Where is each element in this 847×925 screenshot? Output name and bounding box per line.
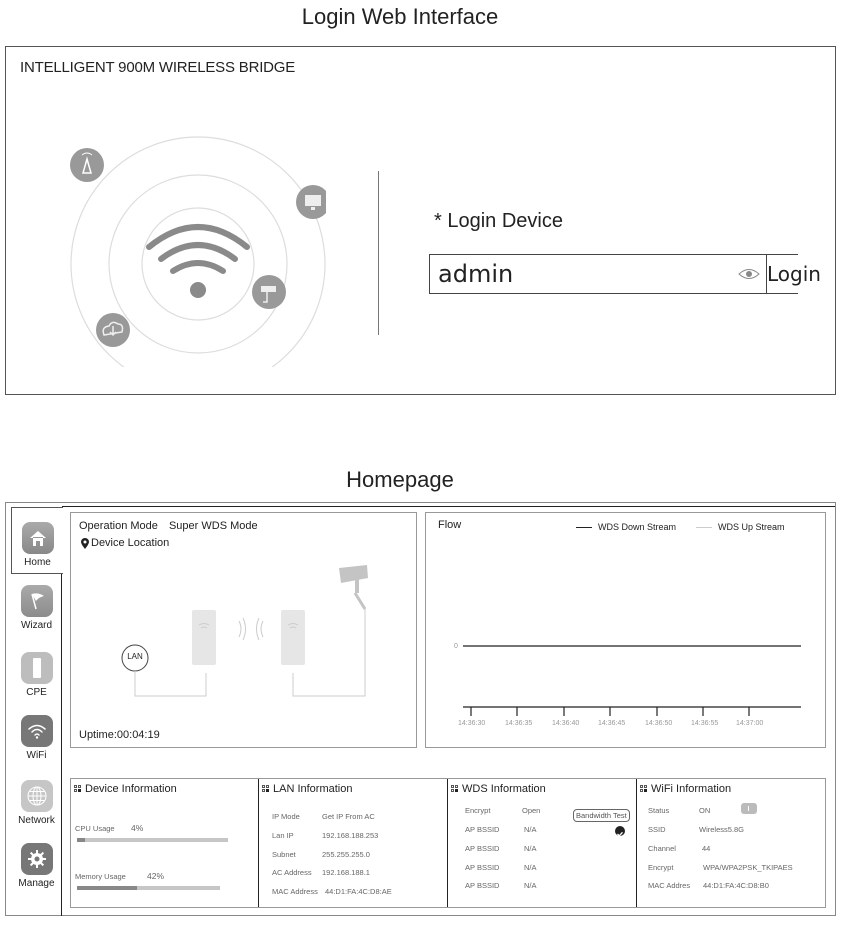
y-axis-zero-label: 0: [454, 643, 458, 650]
panel-icon: [74, 785, 82, 793]
antenna-tower-icon: [70, 148, 104, 182]
camera-icon: [252, 275, 286, 309]
login-panel: [5, 46, 836, 395]
flow-title: Flow: [438, 519, 462, 531]
checkmark-icon: [615, 826, 625, 836]
legend-up-stream: WDS Up Stream: [696, 522, 785, 532]
login-button[interactable]: Login: [766, 255, 821, 293]
operation-mode: Operation Mode Super WDS Mode: [79, 520, 258, 532]
homepage-section-title: Homepage: [346, 467, 454, 492]
eye-icon[interactable]: [738, 255, 760, 293]
device-information: [71, 779, 258, 907]
memory-usage-label: Memory Usage: [75, 872, 126, 881]
home-icon: [22, 522, 54, 554]
panel-icon: [640, 785, 648, 793]
panel-icon: [451, 785, 459, 793]
globe-icon: [21, 780, 53, 812]
lan-label: LAN: [127, 652, 143, 661]
content-top-border: [62, 506, 835, 507]
wifi-icon: [21, 715, 53, 747]
sidebar-item-cpe[interactable]: CPE: [11, 652, 62, 698]
wds-information: WDS Information Encrypt Open AP BSSID N/A AP BSSID N/A AP BSSID N/A AP BSSID N/A Bandwidth Test: [447, 779, 636, 907]
info-panel: [70, 778, 826, 908]
x-tick: 14:36:30: [458, 720, 486, 727]
x-tick: 14:36:50: [645, 720, 673, 727]
cpu-usage-bar: [77, 838, 228, 842]
login-form: [429, 254, 821, 294]
wireless-signal-icon: [239, 618, 263, 640]
x-tick: 14:37:00: [736, 720, 764, 727]
x-tick: 14:36:35: [505, 720, 533, 727]
device-info-title: Device Information: [85, 783, 177, 795]
topology-card: [70, 512, 417, 748]
lan-information: LAN Information IP Mode Get IP From AC Lan IP 192.168.188.253 Subnet 255.255.255.0 AC Address 192.168.188.1 MAC Address 44:D1:FA:4C:D8:AE: [258, 779, 447, 907]
remote-bridge-device: [281, 610, 305, 665]
login-device-label: * Login Device: [434, 210, 563, 232]
memory-usage-bar: [77, 886, 220, 890]
vertical-divider: [378, 171, 379, 335]
wds-info-title: WDS Information: [462, 783, 546, 795]
wifi-status-toggle[interactable]: [741, 803, 757, 814]
operation-mode-value: Super WDS Mode: [168, 520, 258, 532]
flow-chart-card: [425, 512, 826, 748]
wifi-info-title: WiFi Information: [651, 783, 732, 795]
sidebar-item-manage[interactable]: Manage: [11, 843, 62, 889]
monitor-icon: [296, 185, 326, 219]
wifi-icon: [149, 227, 247, 271]
ip-camera-icon: [339, 565, 368, 609]
legend-down-stream: WDS Down Stream: [576, 522, 676, 532]
uptime: Uptime:00:04:19: [79, 729, 160, 741]
password-input[interactable]: [430, 255, 738, 293]
cpu-usage-value: 4%: [131, 823, 144, 833]
panel-icon: [262, 785, 270, 793]
map-pin-icon: [81, 538, 89, 549]
device-location[interactable]: Device Location: [81, 537, 169, 549]
cpu-usage-label: CPU Usage: [75, 824, 115, 833]
bandwidth-test-button[interactable]: Bandwidth Test: [573, 809, 630, 822]
sidebar-item-network[interactable]: Network: [11, 780, 62, 826]
cloud-download-icon: [96, 313, 130, 347]
memory-usage-value: 42%: [147, 871, 165, 881]
sidebar-item-home[interactable]: Home: [11, 507, 63, 574]
cpe-device-icon: [21, 652, 53, 684]
sidebar-item-wifi[interactable]: WiFi: [11, 715, 62, 761]
x-tick: 14:36:40: [552, 720, 580, 727]
brand-title: INTELLIGENT 900M WIRELESS BRIDGE: [20, 59, 296, 76]
sidebar-item-wizard[interactable]: Wizard: [11, 585, 62, 631]
wireless-orbit-illustration: [66, 107, 326, 367]
flow-line-chart: [426, 513, 827, 749]
wifi-information: WiFi Information Status ON SSID Wireless5.8G Channel 44 Encrypt WPA/WPA2PSK_TKIPAES MAC Addres 44:D1:FA:4C:D8:B0: [636, 779, 825, 907]
sidebar: [11, 507, 62, 916]
gear-icon: [21, 843, 53, 875]
flag-icon: [21, 585, 53, 617]
lan-info-title: LAN Information: [273, 783, 353, 795]
x-tick: 14:36:55: [691, 720, 719, 727]
local-bridge-device: [192, 610, 216, 665]
login-section-title: Login Web Interface: [301, 4, 499, 29]
x-tick: 14:36:45: [598, 720, 626, 727]
